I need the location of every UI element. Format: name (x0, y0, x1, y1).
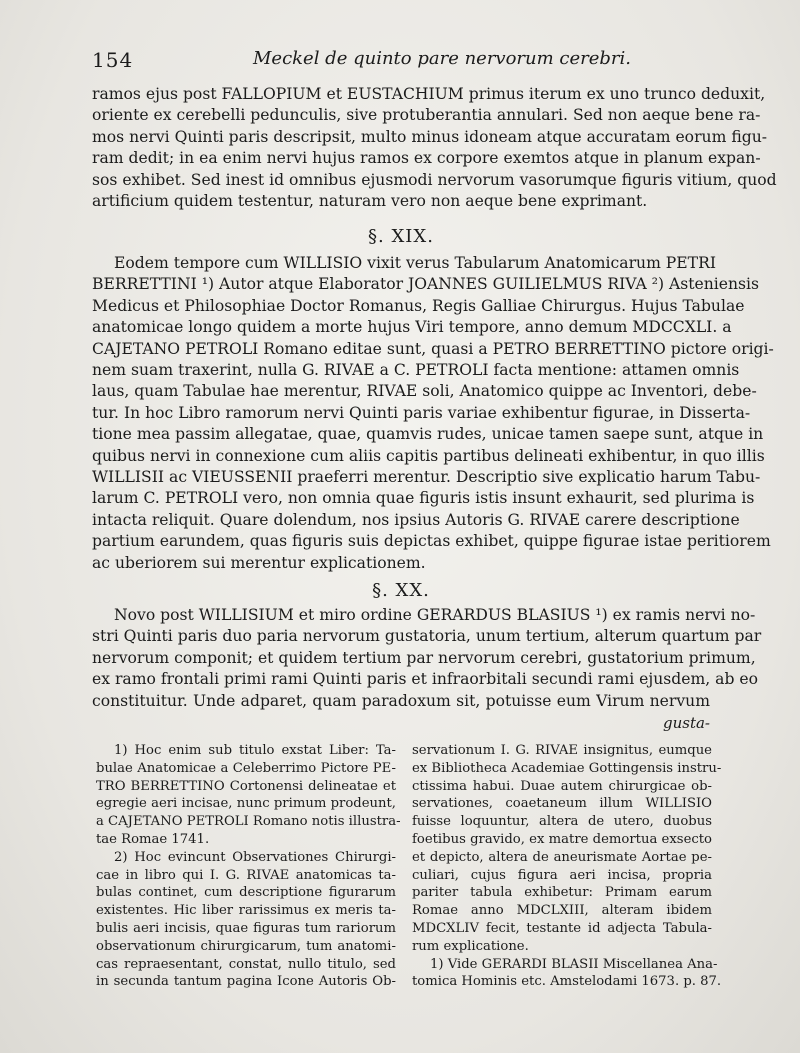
footnotes-left-column (96, 742, 401, 991)
footnote-line: 2) Hoc evincunt Observationes Chirurgi- (114, 849, 396, 865)
text-line: Medicus et Philosophiae Doctor Romanus, Regis Galliae Chirurgus. Hujus Tabulae (92, 296, 745, 315)
text-line: Eodem tempore cum WILLISIO vixit verus Tabularum Anatomicarum PETRI (114, 254, 716, 272)
footnote-line: 1) Vide GERARDI BLASII Miscellanea Ana- (430, 956, 718, 972)
footnote-line: rum explicatione. (412, 938, 529, 954)
page-number: 154 (92, 48, 134, 72)
footnote-line: bulas continet, cum descriptione figurarum (96, 885, 396, 901)
paragraph-2 (92, 253, 774, 574)
text-line: CAJETANO PETROLI Romano editae sunt, quasi a PETRO BERRETTINO pictore origi- (92, 339, 774, 358)
text-line: constituitur. Unde adparet, quam paradoxum sit, potuisse eum Virum nervum (92, 691, 710, 710)
text-line: BERRETTINI ¹) Autor atque Elaborator JOANNES GUILIELMUS RIVA ²) Asteniensis (92, 275, 760, 294)
text-line: nervorum componit; et quidem tertium par nervorum cerebri, gustatorium primum, (92, 648, 756, 667)
footnote-line: Romae anno MDCLXIII, alteram ibidem (412, 903, 712, 919)
footnote-line: egregie aeri incisae, nunc primum prodeunt, (96, 796, 396, 812)
text-line: ex ramo frontali primi rami Quinti paris et infraorbitali secundi rami ejusdem, ab eo (92, 670, 759, 689)
footnote-line: cas repraesentant, constat, nullo titulo, sed (96, 956, 396, 972)
section-heading-xx: §. XX. (372, 580, 430, 601)
paragraph-1 (92, 84, 777, 212)
text-line: oriente ex cerebelli pedunculis, sive protuberantia annulari. Sed non aeque bene ra- (92, 106, 761, 125)
footnote-line: servationum I. G. RIVAE insignitus, eumque (412, 743, 712, 758)
footnote-line: bulae Anatomicae a Celeberrimo Pictore PE- (96, 760, 396, 776)
text-line: anatomicae longo quidem a morte hujus Viri tempore, anno demum MDCCXLI. a (92, 318, 732, 337)
running-title: Meckel de quinto pare nervorum cerebri. (252, 48, 632, 69)
footnote-line: observationum chirurgicarum, tum anatomi- (96, 938, 396, 954)
footnote-line: ctissima habui. Duae autem chirurgicae ob- (412, 778, 712, 794)
text-line: artificium quidem testentur, naturam vero non aeque bene exprimant. (92, 192, 648, 211)
text-line: mos nervi Quinti paris descripsit, multo minus idoneam atque accuratam eorum figu- (92, 127, 768, 146)
footnote-line: cae in libro qui I. G. RIVAE anatomicas ta- (96, 867, 396, 883)
footnotes-right-column (412, 742, 722, 991)
footnote-line: culiari, cujus figura aeri incisa, propria (412, 867, 712, 883)
footnote-line: servationes, coaetaneum illum WILLISIO (412, 796, 712, 812)
text-line: tione mea passim allegatae, quae, quamvis rudes, unicae tamen saepe sunt, atque in (92, 425, 764, 444)
footnote-line: et depicto, altera de aneurismate Aortae pe- (412, 849, 712, 865)
footnote-line: ex Bibliotheca Academiae Gottingensis instru- (412, 760, 722, 776)
footnote-line: tomica Hominis etc. Amstelodami 1673. p. 87. (412, 974, 722, 990)
text-line: intacta reliquit. Quare dolendum, nos ipsius Autoris G. RIVAE carere descriptione (92, 510, 740, 529)
text-line: ram dedit; in ea enim nervi hujus ramos ex corpore exemtos atque in planum expan- (92, 149, 761, 168)
catchword: gusta- (663, 714, 710, 732)
footnote-line: 1) Hoc enim sub titulo exstat Liber: Ta- (114, 743, 396, 758)
footnote-line: in secunda tantum pagina Icone Autoris Ob- (96, 974, 396, 990)
text-line: WILLISII ac VIEUSSENII praeferri merentur. Descriptio sive explicatio harum Tabu- (92, 468, 761, 487)
footnote-line: fuisse loquuntur, altera de utero, duobus (412, 814, 712, 830)
footnote-line: a CAJETANO PETROLI Romano notis illustra- (96, 814, 401, 830)
text-line: nem suam traxerint, nulla G. RIVAE a C. PETROLI facta mentione: attamen omnis (92, 361, 740, 380)
footnote-line: bulis aeri incisis, quae figuras tum rariorum (96, 920, 396, 936)
text-line: quibus nervi in connexione cum aliis capitis partibus delineati exhibentur, in quo illis (92, 446, 765, 465)
text-line: larum C. PETROLI vero, non omnia quae figuris istis insunt exhaurit, sed plurima is (92, 489, 755, 508)
footnote-line: pariter tabula exhibetur: Primam earum (412, 885, 712, 901)
footnote-line: existentes. Hic liber rarissimus ex meris ta- (96, 903, 396, 919)
footnote-line: MDCXLIV fecit, testante id adjecta Tabula- (412, 920, 712, 936)
text-line: Novo post WILLISIUM et miro ordine GERARDUS BLASIUS ¹) ex ramis nervi no- (114, 606, 756, 624)
text-line: laus, quam Tabulae hae merentur, RIVAE soli, Anatomico quippe ac Inventori, debe- (92, 382, 757, 401)
page-header (92, 44, 718, 74)
text-line: ramos ejus post FALLOPIUM et EUSTACHIUM primus iterum ex uno trunco deduxit, (92, 85, 766, 103)
text-line: sos exhibet. Sed inest id omnibus ejusmodi nervorum vasorumque figuris vitium, quod (92, 170, 777, 189)
text-line: ac uberiorem sui merentur explicationem. (92, 553, 426, 572)
paragraph-3 (92, 605, 762, 712)
text-line: tur. In hoc Libro ramorum nervi Quinti paris variae exhibentur figurae, in Disserta- (92, 403, 751, 422)
text-line: partium earundem, quas figuris suis depictas exhibet, quippe figurae istae peritiorem (92, 532, 771, 551)
footnote-line: tae Romae 1741. (96, 831, 210, 847)
text-line: stri Quinti paris duo paria nervorum gustatoria, unum tertium, alterum quartum par (92, 627, 762, 646)
section-heading-xix: §. XIX. (368, 226, 434, 247)
footnote-line: TRO BERRETTINO Cortonensi delineatae et (96, 778, 396, 794)
footnote-line: foetibus gravido, ex matre demortua exsecto (412, 831, 712, 847)
